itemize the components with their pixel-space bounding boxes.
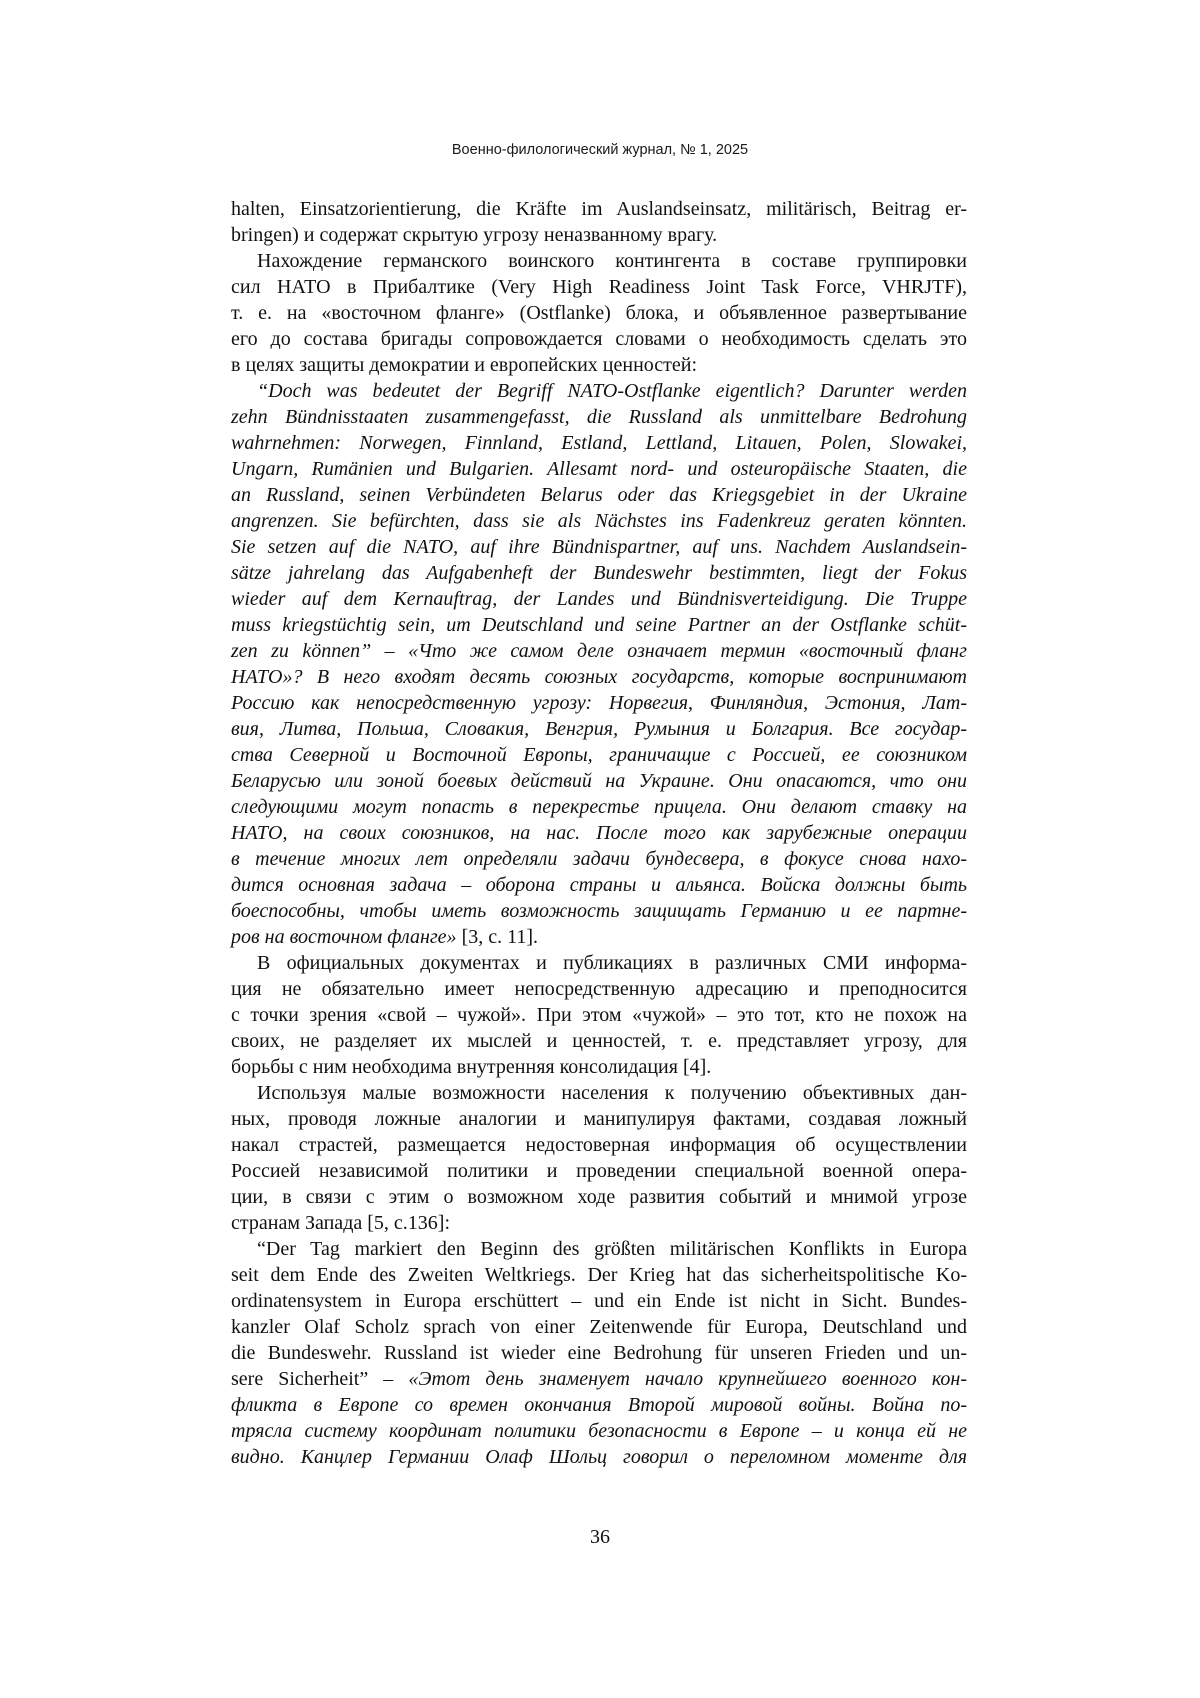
text-segment: его до состава бригады сопровождается словами о необходимость сделать это: [231, 328, 967, 350]
text-segment: странам Запада [5, с.136]:: [231, 1212, 450, 1234]
text-segment: sere Sicherheit” –: [231, 1368, 409, 1390]
text-segment: ции, в связи с этим о возможном ходе развития событий и мнимой угрозе: [231, 1186, 967, 1208]
text-segment: kanzler Olaf Scholz sprach von einer Zeitenwende für Europa, Deutschland und: [231, 1316, 967, 1338]
text-line: [231, 742, 967, 768]
text-segment: в целях защиты демократии и европейских ценностей:: [231, 354, 698, 376]
text-segment: wahrnehmen: Norwegen, Finnland, Estland, Lettland, Litauen, Polen, Slowakei,: [231, 432, 967, 454]
text-segment: т. е. на «восточном фланге» (Ostflanke) блока, и объявленное развертывание: [231, 302, 967, 324]
text-line: [231, 924, 967, 950]
text-segment: Sie setzen auf die NATO, auf ihre Bündnispartner, auf uns. Nachdem Auslandsein-: [231, 536, 967, 558]
text-line: [231, 586, 967, 612]
text-line: [231, 300, 967, 326]
text-segment: muss kriegstüchtig sein, um Deutschland und seine Partner an der Ostflanke schüt-: [231, 614, 967, 636]
paragraph: [231, 1080, 967, 1236]
text-line: [231, 690, 967, 716]
text-line: [231, 1314, 967, 1340]
text-segment: НАТО»? В него входят десять союзных государств, которые воспринимают: [231, 666, 967, 688]
text-segment: фликта в Европе со времен окончания Второй мировой войны. Война по-: [231, 1394, 967, 1416]
article-body: [231, 196, 967, 1470]
text-line: [231, 638, 967, 664]
text-line: [231, 430, 967, 456]
text-segment: накал страстей, размещается недостоверная информация об осуществлении: [231, 1134, 967, 1156]
text-segment: an Russland, seinen Verbündeten Belarus oder das Kriegsgebiet in der Ukraine: [231, 484, 967, 506]
text-segment: ция не обязательно имеет непосредственную адресацию и преподносится: [231, 978, 967, 1000]
text-segment: дится основная задача – оборона страны и альянса. Войска должны быть: [231, 874, 967, 896]
text-segment: [3, с. 11].: [456, 926, 539, 948]
text-line: [231, 872, 967, 898]
text-segment: Используя малые возможности населения к получению объективных дан-: [257, 1082, 967, 1104]
text-segment: с точки зрения «свой – чужой». При этом «чужой» – это тот, кто не похож на: [231, 1004, 967, 1026]
text-line: [231, 326, 967, 352]
text-line: [231, 1340, 967, 1366]
text-line: [231, 222, 967, 248]
text-line: [231, 508, 967, 534]
text-line: [231, 1392, 967, 1418]
text-line: [231, 274, 967, 300]
text-line: [231, 560, 967, 586]
text-line: [231, 820, 967, 846]
text-line: [231, 1028, 967, 1054]
paragraph: [231, 196, 967, 248]
text-line: [231, 976, 967, 1002]
text-line: [231, 534, 967, 560]
text-segment: zen zu können” – «Что же самом деле означает термин «восточный фланг: [231, 640, 967, 662]
page-number: 36: [590, 1526, 610, 1548]
text-line: [231, 1158, 967, 1184]
text-segment: вия, Литва, Польша, Словакия, Венгрия, Румыния и Болгария. Все государ-: [231, 718, 967, 740]
text-line: [231, 248, 967, 274]
text-line: [231, 1366, 967, 1392]
text-segment: bringen) и содержат скрытую угрозу неназванному врагу.: [231, 224, 718, 246]
text-line: [231, 456, 967, 482]
text-line: [231, 1002, 967, 1028]
text-line: [231, 404, 967, 430]
text-segment: ства Северной и Восточной Европы, граничащие с Россией, ее союзником: [231, 744, 967, 766]
text-segment: трясла систему координат политики безопасности в Европе – и конца ей не: [231, 1420, 967, 1442]
text-line: [231, 1080, 967, 1106]
text-line: [231, 1132, 967, 1158]
text-segment: борьбы с ним необходима внутренняя консолидация [4].: [231, 1056, 712, 1078]
text-segment: seit dem Ende des Zweiten Weltkriegs. Der Krieg hat das sicherheitspolitische Ko-: [231, 1264, 967, 1286]
text-line: [231, 716, 967, 742]
text-segment: своих, не разделяет их мыслей и ценностей, т. е. представляет угрозу, для: [231, 1030, 967, 1052]
text-segment: «Этот день знаменует начало крупнейшего военного кон-: [408, 1368, 967, 1390]
text-line: [231, 1418, 967, 1444]
text-segment: die Bundeswehr. Russland ist wieder eine Bedrohung für unseren Frieden und un-: [231, 1342, 967, 1364]
text-line: [231, 1054, 967, 1080]
text-segment: Ungarn, Rumänien und Bulgarien. Allesamt nord- und osteuropäische Staaten, die: [231, 458, 967, 480]
text-segment: в течение многих лет определяли задачи бундесвера, в фокусе снова нахо-: [231, 848, 967, 870]
paragraph: [231, 378, 967, 950]
text-line: [231, 898, 967, 924]
text-line: [231, 1184, 967, 1210]
text-segment: видно. Канцлер Германии Олаф Шольц говорил о переломном моменте для: [231, 1446, 967, 1468]
text-line: [231, 768, 967, 794]
text-segment: следующими могут попасть в перекрестье прицела. Они делают ставку на: [231, 796, 967, 818]
text-segment: боеспособны, чтобы иметь возможность защищать Германию и ее партне-: [231, 900, 967, 922]
running-head: Военно-филологический журнал, № 1, 2025: [451, 142, 749, 158]
text-line: [231, 794, 967, 820]
text-segment: Россией независимой политики и проведении специальной военной опера-: [231, 1160, 967, 1182]
text-segment: ordinatensystem in Europa erschüttert – und ein Ende ist nicht in Sicht. Bundes-: [231, 1290, 967, 1312]
text-segment: НАТО, на своих союзников, на нас. После того как зарубежные операции: [231, 822, 967, 844]
text-line: [231, 612, 967, 638]
text-line: [231, 846, 967, 872]
text-segment: “Der Tag markiert den Beginn des größten militärischen Konflikts in Europa: [257, 1238, 967, 1260]
text-line: [231, 1444, 967, 1470]
text-line: [231, 1262, 967, 1288]
text-line: [231, 950, 967, 976]
text-segment: ров на восточном фланге»: [231, 926, 457, 948]
text-segment: Нахождение германского воинского контингента в составе группировки: [257, 250, 967, 272]
text-line: [231, 352, 967, 378]
text-line: [231, 378, 967, 404]
paragraph: [231, 950, 967, 1080]
text-line: [231, 1210, 967, 1236]
text-segment: halten, Einsatzorientierung, die Kräfte im Auslandseinsatz, militärisch, Beitrag er-: [231, 198, 967, 220]
text-segment: zehn Bündnisstaaten zusammengefasst, die Russland als unmittelbare Bedrohung: [231, 406, 967, 428]
text-segment: ных, проводя ложные аналогии и манипулируя фактами, создавая ложный: [231, 1108, 967, 1130]
text-line: [231, 196, 967, 222]
text-segment: sätze jahrelang das Aufgabenheft der Bundeswehr bestimmten, liegt der Fokus: [231, 562, 967, 584]
text-segment: “Doch was bedeutet der Begriff NATO-Ostflanke eigentlich? Darunter werden: [257, 380, 967, 402]
text-segment: wieder auf dem Kernauftrag, der Landes und Bündnisverteidigung. Die Truppe: [231, 588, 967, 610]
text-line: [231, 664, 967, 690]
text-segment: В официальных документах и публикациях в различных СМИ информа-: [257, 952, 967, 974]
text-segment: Россию как непосредственную угрозу: Норвегия, Финляндия, Эстония, Лат-: [231, 692, 967, 714]
text-segment: angrenzen. Sie befürchten, dass sie als Nächstes ins Fadenkreuz geraten könnten.: [231, 510, 967, 532]
paragraph: [231, 248, 967, 378]
text-line: [231, 482, 967, 508]
paragraph: [231, 1236, 967, 1470]
text-line: [231, 1106, 967, 1132]
text-line: [231, 1288, 967, 1314]
text-segment: Беларусью или зоной боевых действий на Украине. Они опасаются, что они: [231, 770, 967, 792]
text-segment: сил НАТО в Прибалтике (Very High Readiness Joint Task Force, VHRJTF),: [231, 276, 967, 298]
text-line: [231, 1236, 967, 1262]
